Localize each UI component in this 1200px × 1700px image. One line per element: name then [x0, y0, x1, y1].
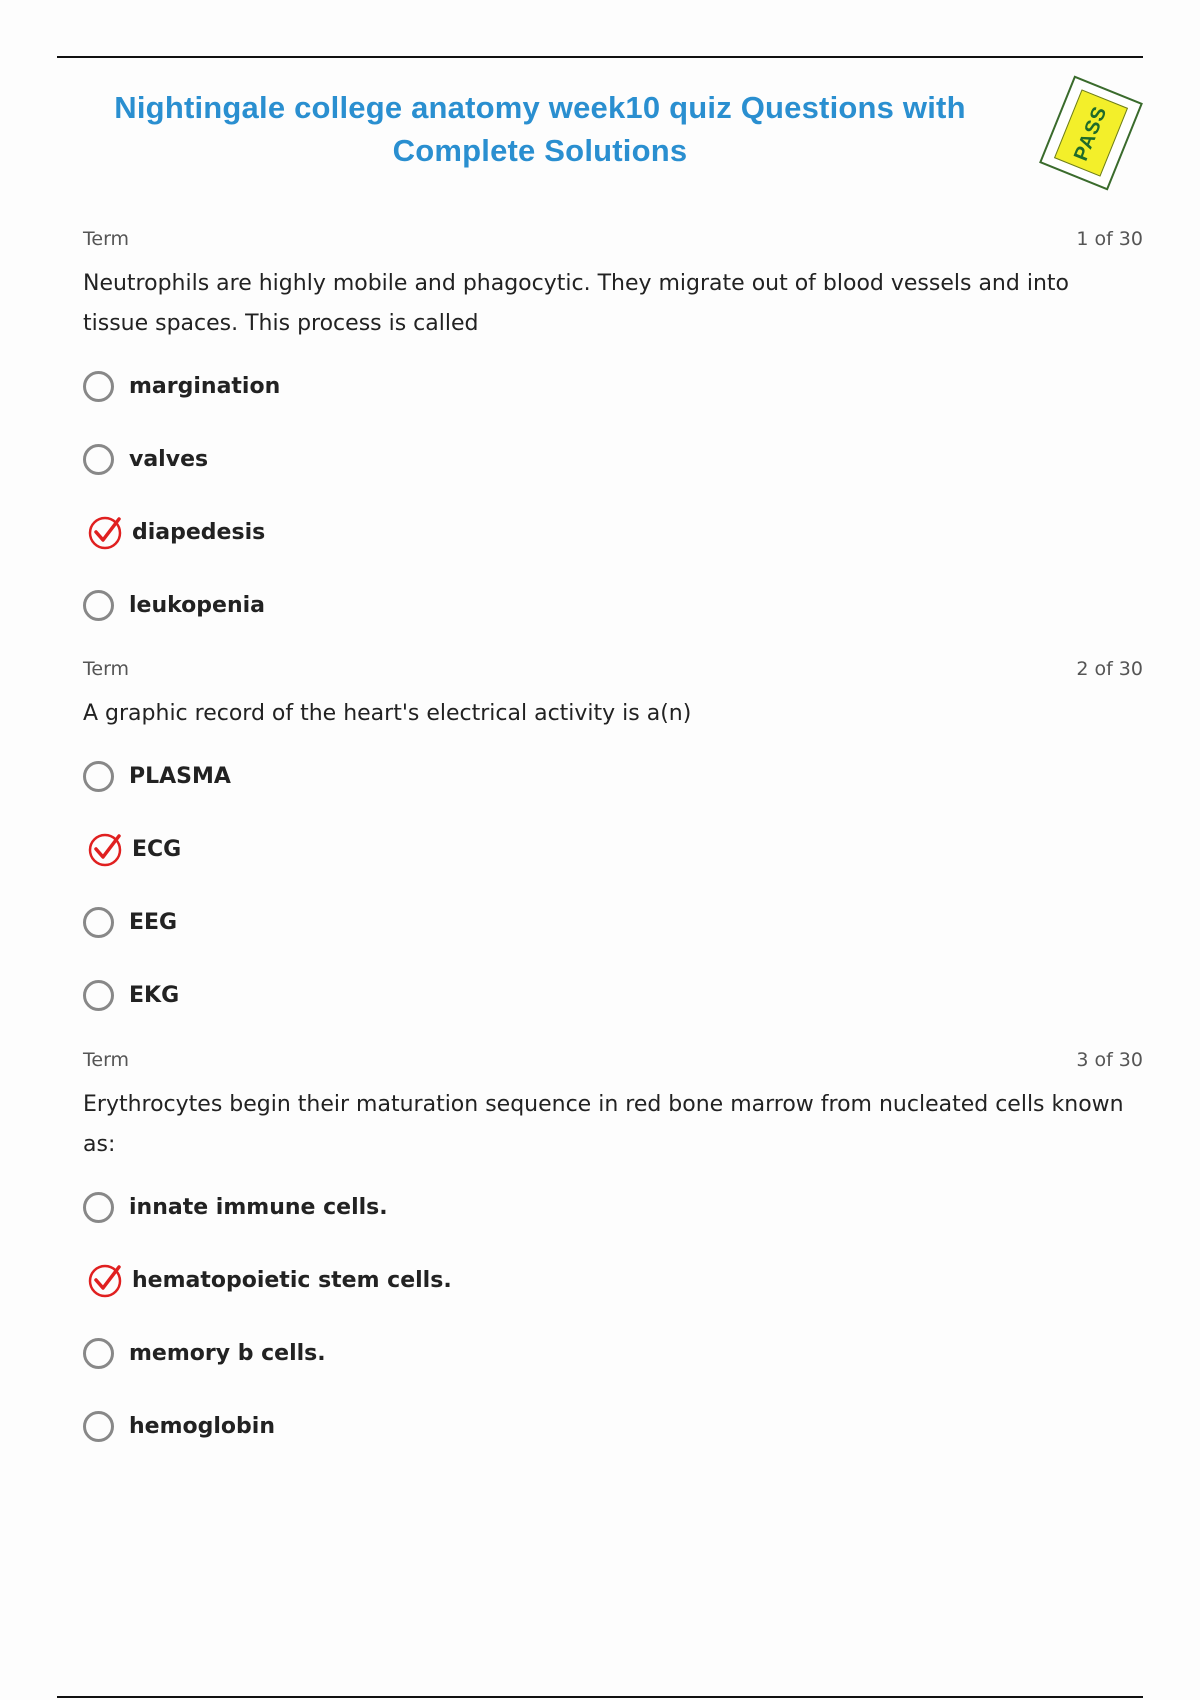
- checkmark-circle-icon[interactable]: [85, 830, 125, 870]
- option-label: PLASMA: [129, 764, 231, 789]
- title-line-1: Nightingale college anatomy week10 quiz Questions with: [114, 90, 966, 125]
- question-text: A graphic record of the heart's electrical activity is a(n): [83, 701, 692, 726]
- option-valves[interactable]: [83, 423, 1143, 496]
- option-label: valves: [129, 447, 209, 472]
- question-2: [83, 658, 1143, 1032]
- title-line-2: Complete Solutions: [392, 133, 688, 168]
- option-label: memory b cells.: [129, 1341, 326, 1366]
- option-label: EKG: [129, 983, 180, 1008]
- radio-unchecked-icon[interactable]: [83, 980, 114, 1011]
- option-margination[interactable]: [83, 350, 1143, 423]
- radio-unchecked-icon[interactable]: [83, 1192, 114, 1223]
- bottom-rule: [57, 1696, 1143, 1698]
- option-label: margination: [129, 374, 281, 399]
- top-rule: [57, 56, 1143, 58]
- page-title: [40, 86, 1040, 172]
- question-1: [83, 228, 1143, 642]
- term-label: Term: [83, 658, 130, 680]
- option-diapedesis[interactable]: [83, 496, 1143, 569]
- checkmark-circle-icon[interactable]: [85, 1261, 125, 1301]
- radio-unchecked-icon[interactable]: [83, 907, 114, 938]
- option-eeg[interactable]: [83, 886, 1143, 959]
- option-innate-immune-cells[interactable]: [83, 1171, 1143, 1244]
- radio-unchecked-icon[interactable]: [83, 371, 114, 402]
- term-label: Term: [83, 228, 130, 250]
- question-text: Erythrocytes begin their maturation sequence in red bone marrow from nucleated cells known as:: [83, 1092, 1124, 1157]
- pass-stamp-icon: [1039, 76, 1143, 191]
- question-3: [83, 1049, 1143, 1463]
- option-plasma[interactable]: [83, 740, 1143, 813]
- radio-unchecked-icon[interactable]: [83, 444, 114, 475]
- option-ecg[interactable]: [83, 813, 1143, 886]
- radio-unchecked-icon[interactable]: [83, 761, 114, 792]
- option-leukopenia[interactable]: [83, 569, 1143, 642]
- option-label: diapedesis: [132, 520, 266, 545]
- option-label: hematopoietic stem cells.: [132, 1268, 452, 1293]
- checkmark-circle-icon[interactable]: [85, 513, 125, 553]
- radio-unchecked-icon[interactable]: [83, 1338, 114, 1369]
- option-hemoglobin[interactable]: [83, 1390, 1143, 1463]
- term-label: Term: [83, 1049, 130, 1071]
- radio-unchecked-icon[interactable]: [83, 590, 114, 621]
- question-text: Neutrophils are highly mobile and phagocytic. They migrate out of blood vessels and into tissue spaces. This process is called: [83, 271, 1069, 336]
- question-counter: 1 of 30: [1076, 228, 1143, 250]
- option-label: leukopenia: [129, 593, 265, 618]
- question-counter: 2 of 30: [1076, 658, 1143, 680]
- option-hematopoietic-stem-cells[interactable]: [83, 1244, 1143, 1317]
- radio-unchecked-icon[interactable]: [83, 1411, 114, 1442]
- option-label: hemoglobin: [129, 1414, 275, 1439]
- option-ekg[interactable]: [83, 959, 1143, 1032]
- option-memory-b-cells[interactable]: [83, 1317, 1143, 1390]
- question-counter: 3 of 30: [1076, 1049, 1143, 1071]
- option-label: EEG: [129, 910, 178, 935]
- stamp-text: PASS: [1069, 102, 1112, 164]
- option-label: innate immune cells.: [129, 1195, 388, 1220]
- option-label: ECG: [132, 837, 182, 862]
